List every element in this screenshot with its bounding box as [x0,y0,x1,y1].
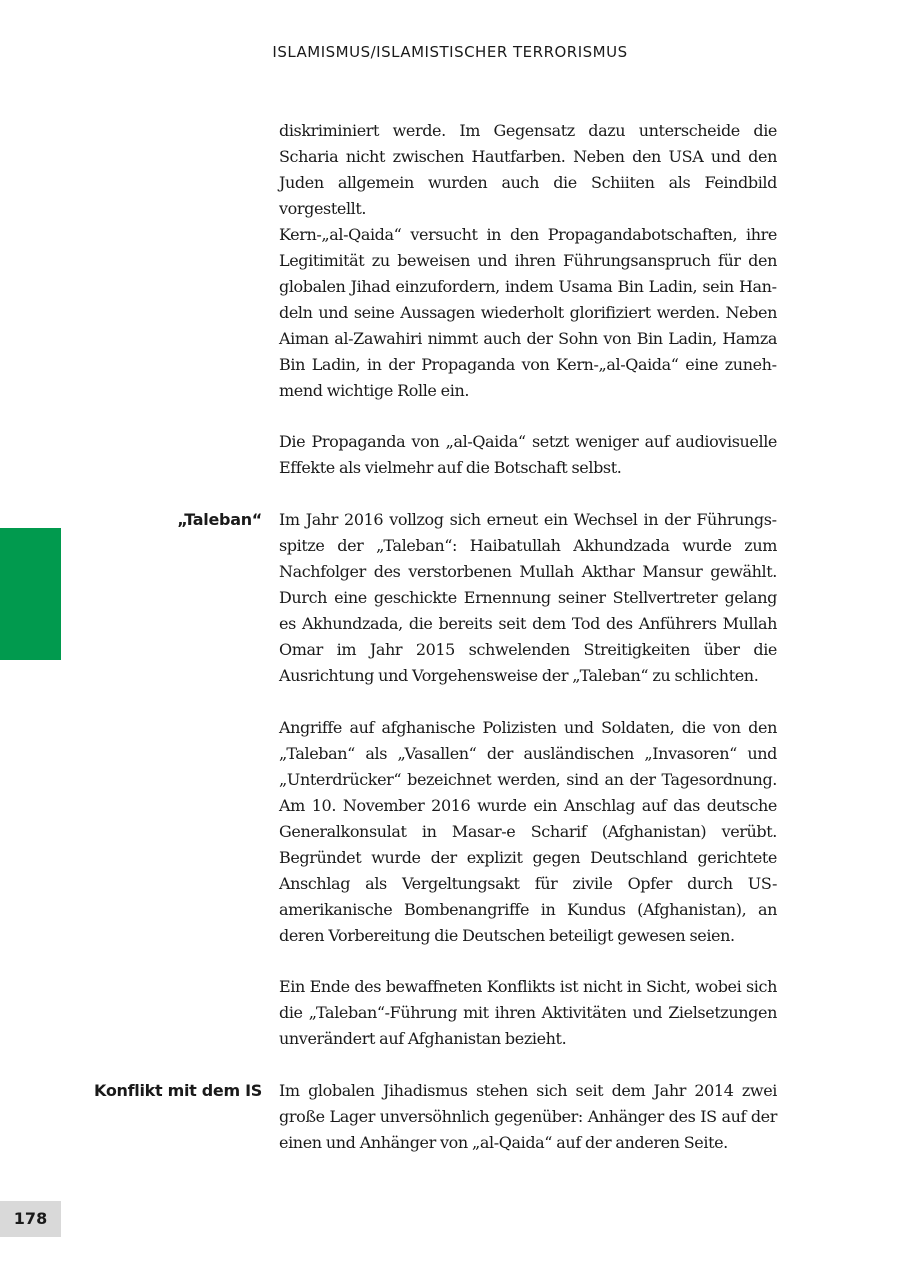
section-heading-konflikt-mit-dem-is: Konflikt mit dem IS [94,1081,262,1100]
paragraph-taleban-attacks: Angriffe auf afghanische Polizisten und Soldaten, die von den „Taleban“ als „Vasallen“ der ausländischen „Invasoren“ und „Unterdrücker“ bezeichnet werden, sind an der Tagesordnung. Am 10. November 2016 wurde ein Anschlag auf das deutsche Generalkonsulat in Masar-e Scharif (Afghanistan) verübt. Begründet wurde der explizit gegen Deutschland gerichtete Anschlag als Vergeltungsakt für zivile Opfer durch US-amerikanische Bombenangriffe in Kundus (Afghanistan), an deren Vorbereitung die Deutschen beteiligt gewesen seien. [279,718,777,945]
paragraph-taleban-leadership: Im Jahr 2016 vollzog sich erneut ein Wechsel in der Führungsspitze der „Taleban“: Haibatullah Akhundzada wurde zum Nachfolger des verstorbenen Mullah Akthar Mansur gewählt. Durch eine geschickte Ernennung seiner Stellvertreter gelang es Akhundzada, die bereits seit dem Tod des Anführers Mullah Omar im Jahr 2015 schwelenden Streitigkeiten über die Ausrichtung und Vorgehensweise der „Taleban“ zu schlichten. [279,510,777,685]
paragraph-taleban-conflict: Ein Ende des bewaffneten Konflikts ist nicht in Sicht, wobei sich die „Taleban“-Führung mit ihren Aktivitäten und Zielsetzungen unverändert auf Afghanistan bezieht. [279,977,777,1048]
page-number: 178 [0,1201,61,1237]
running-header: ISLAMISMUS/ISLAMISTISCHER TERRORISMUS [272,43,628,61]
paragraph-global-jihadism: Im globalen Jihadismus stehen sich seit dem Jahr 2014 zwei große Lager unversöhnlich gegenüber: Anhänger des IS auf der einen und Anhänger von „al-Qaida“ auf der anderen Seite. [279,1081,777,1152]
chapter-color-tab [0,528,61,660]
paragraph-kern-al-qaida: Kern-„al-Qaida“ versucht in den Propagandabotschaften, ihre Legitimität zu beweisen und ihren Führungsanspruch für den globalen Jihad einzufordern, indem Usama Bin Ladin, sein Handeln und seine Aussagen wiederholt glorifiziert werden. Neben Aiman al-Zawahiri nimmt auch der Sohn von Bin Ladin, Hamza Bin Ladin, in der Propaganda von Kern-„al-Qaida“ eine zunehmend wichtige Rolle ein. [279,225,777,400]
paragraph-scharia: diskriminiert werde. Im Gegensatz dazu unterscheide die Scharia nicht zwischen Hautfarben. Neben den USA und den Juden allgemein wurden auch die Schiiten als Feindbild vorgestellt. [279,121,777,218]
paragraph-propaganda: Die Propaganda von „al-Qaida“ setzt weniger auf audiovisuelle Effekte als vielmehr auf die Botschaft selbst. [279,432,777,477]
section-heading-taleban: „Taleban“ [177,510,262,529]
